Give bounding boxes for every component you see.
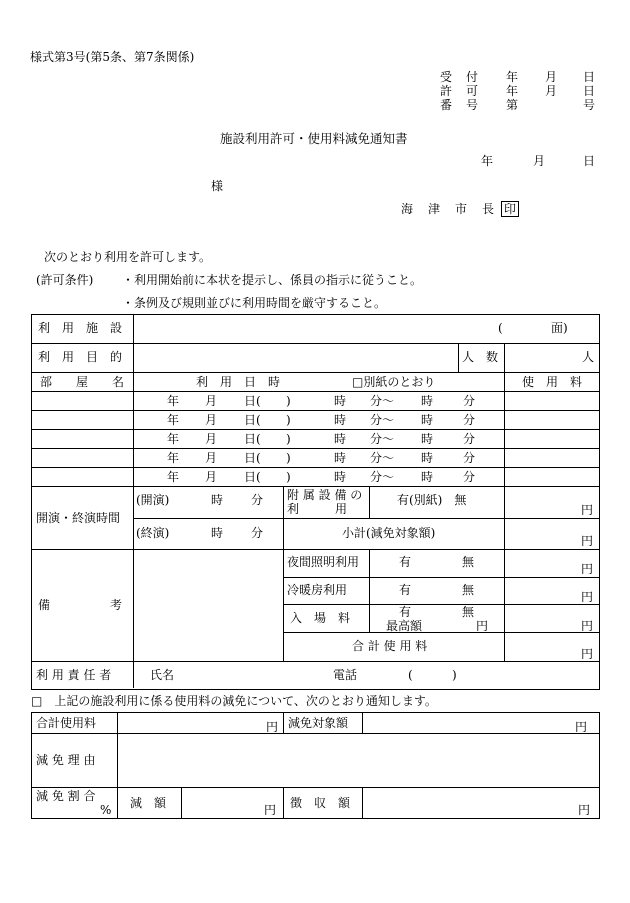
total-fee-yen: 円 <box>266 720 279 734</box>
collected-yen: 円 <box>578 803 591 817</box>
rule <box>31 429 599 430</box>
purpose-label: 利 用 目 的 <box>38 350 123 364</box>
rule <box>504 486 505 661</box>
schedule-cell: 分 <box>463 394 476 408</box>
reason-label: 減 免 理 由 <box>36 753 96 767</box>
schedule-cell: 年 <box>167 451 180 465</box>
equipment-label-1: 附 属 設 備 の <box>287 488 363 502</box>
end-hour: 時 <box>211 526 224 540</box>
permit-char: 可 <box>466 84 479 98</box>
schedule-cell: 分～ <box>370 451 395 465</box>
rule <box>283 712 284 733</box>
fee-label: 使 用 料 <box>522 375 583 389</box>
rule <box>31 661 599 662</box>
area-open: ( <box>498 321 503 335</box>
admission-no: 無 <box>462 605 475 619</box>
receipt-char: 付 <box>466 70 479 84</box>
remarks-label: 備 考 <box>38 598 123 612</box>
end-minute: 分 <box>251 526 264 540</box>
schedule-cell: 時 <box>334 451 347 465</box>
schedule-cell: 分～ <box>370 432 395 446</box>
schedule-cell: 年 <box>167 470 180 484</box>
headcount-label: 人 数 <box>462 350 499 364</box>
phone-close: ) <box>452 668 457 682</box>
schedule-cell: ) <box>286 470 291 484</box>
schedule-cell: 時 <box>334 413 347 427</box>
rule <box>283 632 599 633</box>
total-yen: 円 <box>581 647 594 661</box>
number-suffix: 号 <box>583 98 596 112</box>
start-hour: 時 <box>211 493 224 507</box>
rule <box>31 391 599 392</box>
schedule-cell: 月 <box>205 432 218 446</box>
rule <box>31 486 599 487</box>
schedule-cell: 分 <box>463 470 476 484</box>
receipt-char: 受 <box>440 70 453 84</box>
facility-label: 利 用 施 設 <box>38 321 123 335</box>
admission-yen: 円 <box>581 619 594 633</box>
schedule-cell: 年 <box>167 432 180 446</box>
schedule-cell: 分～ <box>370 394 395 408</box>
date-day: 日 <box>583 154 596 168</box>
schedule-cell: 分 <box>463 432 476 446</box>
performance-label: 開演・終演時間 <box>36 511 121 525</box>
rule <box>117 712 118 818</box>
attachment-option: □別紙のとおり <box>352 375 436 389</box>
heating-label: 冷暖房利用 <box>287 583 348 597</box>
schedule-cell: ) <box>286 413 291 427</box>
rule <box>504 372 505 486</box>
max-price-label: 最高額 <box>386 619 423 633</box>
schedule-cell: 時 <box>421 394 434 408</box>
schedule-cell: 時 <box>334 470 347 484</box>
heating-yen: 円 <box>581 590 594 604</box>
schedule-cell: 月 <box>205 451 218 465</box>
equipment-label-2: 利 用 <box>287 502 348 516</box>
number-char: 号 <box>466 98 479 112</box>
conditions-label: (許可条件) <box>36 273 94 287</box>
room-label: 部 屋 名 <box>40 375 125 389</box>
form-number: 様式第3号(第5条、第7条関係) <box>30 50 195 64</box>
phone-open: ( <box>408 668 413 682</box>
addressee-suffix: 様 <box>211 179 224 193</box>
rule <box>283 604 599 605</box>
permit-day: 日 <box>583 84 596 98</box>
schedule-cell: 分～ <box>370 413 395 427</box>
condition-1: ・利用開始前に本状を提示し、係員の指示に従うこと。 <box>122 273 423 287</box>
schedule-cell: 月 <box>205 413 218 427</box>
target-label: 減免対象額 <box>288 716 349 730</box>
heating-no: 無 <box>462 583 475 597</box>
schedule-cell: 月 <box>205 470 218 484</box>
admission-label: 入 場 料 <box>290 611 351 625</box>
schedule-cell: ) <box>286 451 291 465</box>
rule <box>181 787 182 818</box>
receipt-month: 月 <box>545 70 558 84</box>
rule <box>31 372 599 373</box>
rule <box>31 343 599 344</box>
schedule-cell: 時 <box>421 432 434 446</box>
schedule-cell: 時 <box>421 470 434 484</box>
rule <box>362 712 363 733</box>
schedule-cell: 分～ <box>370 470 395 484</box>
area-unit: 面) <box>551 321 568 335</box>
number-prefix: 第 <box>506 98 519 112</box>
subtotal-label: 小計(減免対象額) <box>342 526 436 540</box>
rule <box>283 787 284 818</box>
issuer-char: 海 <box>401 202 414 216</box>
rate-percent: % <box>100 803 112 817</box>
lighting-label: 夜間照明利用 <box>287 555 360 569</box>
rule <box>283 486 284 661</box>
rule <box>31 410 599 411</box>
receipt-day: 日 <box>583 70 596 84</box>
start-minute: 分 <box>251 493 264 507</box>
total-label: 合 計 使 用 料 <box>352 639 428 653</box>
schedule-cell: 日( <box>244 470 261 484</box>
rule <box>369 549 370 632</box>
rule <box>362 787 363 818</box>
schedule-cell: ) <box>286 432 291 446</box>
subtotal-yen: 円 <box>581 534 594 548</box>
schedule-cell: ) <box>286 394 291 408</box>
lighting-no: 無 <box>462 555 475 569</box>
headcount-unit: 人 <box>582 350 595 364</box>
end-label: (終演) <box>136 526 170 540</box>
schedule-cell: 日( <box>244 432 261 446</box>
schedule-cell: 年 <box>167 413 180 427</box>
rule <box>31 467 599 468</box>
collected-label: 徴 収 額 <box>290 796 351 810</box>
target-yen: 円 <box>575 720 588 734</box>
rule <box>283 577 599 578</box>
lighting-yes: 有 <box>399 555 412 569</box>
equipment-yen: 円 <box>581 503 594 517</box>
issuer-char: 市 <box>455 202 468 216</box>
name-label: 氏名 <box>150 668 175 682</box>
intro-text: 次のとおり利用を許可します。 <box>44 250 212 264</box>
equipment-option: 有(別紙) 無 <box>397 493 467 507</box>
reduction-notice: □ 上記の施設利用に係る使用料の減免について、次のとおり通知します。 <box>31 694 437 708</box>
schedule-cell: 時 <box>421 413 434 427</box>
lighting-yen: 円 <box>581 562 594 576</box>
issuer-char: 長 <box>482 202 495 216</box>
start-label: (開演) <box>136 493 170 507</box>
reduction-amount-label: 減 額 <box>130 796 167 810</box>
schedule-cell: 分 <box>463 451 476 465</box>
schedule-cell: 年 <box>167 394 180 408</box>
date-year: 年 <box>481 154 494 168</box>
schedule-cell: 時 <box>421 451 434 465</box>
condition-2: ・条例及び規則並びに利用時間を厳守すること。 <box>122 296 387 310</box>
rule <box>133 314 134 688</box>
schedule-cell: 日( <box>244 413 261 427</box>
datetime-label: 利 用 日 時 <box>196 375 281 389</box>
max-price-yen: 円 <box>476 619 489 633</box>
schedule-cell: 時 <box>334 394 347 408</box>
rule <box>31 549 599 550</box>
schedule-cell: 日( <box>244 394 261 408</box>
permit-month: 月 <box>545 84 558 98</box>
number-char: 番 <box>440 98 453 112</box>
schedule-cell: 分 <box>463 413 476 427</box>
schedule-cell: 日( <box>244 451 261 465</box>
rule <box>504 343 505 372</box>
phone-label: 電話 <box>333 668 358 682</box>
rule <box>31 448 599 449</box>
rule <box>369 486 370 518</box>
rate-label: 減 免 割 合 <box>36 789 96 803</box>
permit-char: 許 <box>440 84 453 98</box>
permit-year: 年 <box>506 84 519 98</box>
heating-yes: 有 <box>399 583 412 597</box>
issuer-char: 津 <box>428 202 441 216</box>
document-title: 施設利用許可・使用料減免通知書 <box>220 131 408 146</box>
schedule-cell: 時 <box>334 432 347 446</box>
schedule-cell: 月 <box>205 394 218 408</box>
responsible-label: 利 用 責 任 者 <box>36 668 112 682</box>
admission-yes: 有 <box>399 605 412 619</box>
seal-mark: 印 <box>501 201 519 217</box>
rule <box>458 343 459 372</box>
rule <box>133 518 599 519</box>
reduction-amount-yen: 円 <box>264 803 277 817</box>
total-fee-label: 合計使用料 <box>36 716 97 730</box>
date-month: 月 <box>533 154 546 168</box>
receipt-year: 年 <box>506 70 519 84</box>
